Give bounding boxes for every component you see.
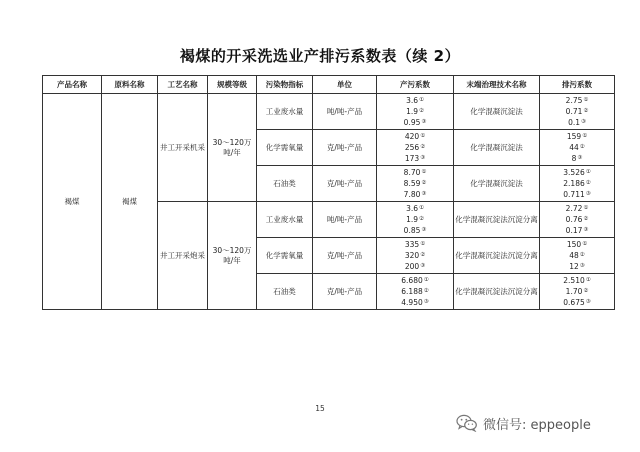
treatment-tech-cell: 化学混凝沉淀法沉淀分离 — [454, 202, 540, 238]
produce-coef-value: 6.188② — [401, 287, 429, 296]
pollutant-cell: 工业废水量 — [257, 202, 313, 238]
produce-coef-cell — [377, 238, 454, 274]
emit-coef-value: 0.17③ — [565, 226, 589, 235]
treatment-tech-cell: 化学混凝沉淀法沉淀分离 — [454, 238, 540, 274]
emit-coef-value: 0.76② — [565, 215, 589, 224]
unit-cell: 吨/吨-产品 — [313, 94, 377, 130]
produce-coef-value: 256② — [404, 143, 426, 152]
emit-coef-value: 44② — [569, 143, 585, 152]
produce-coef-cell — [377, 166, 454, 202]
treatment-tech-cell: 化学混凝沉淀法 — [454, 94, 540, 130]
produce-coef-value: 0.85③ — [403, 226, 427, 235]
produce-coef-value: 200③ — [404, 262, 426, 271]
emit-coef-cell — [540, 94, 615, 130]
treatment-tech-cell: 化学混凝沉淀法 — [454, 166, 540, 202]
material-name-cell: 褐煤 — [102, 94, 158, 310]
header-scale: 规模等级 — [208, 76, 257, 94]
produce-coef-value: 173③ — [404, 154, 426, 163]
header-product: 产品名称 — [43, 76, 102, 94]
header-process: 工艺名称 — [158, 76, 208, 94]
watermark — [456, 413, 591, 433]
unit-cell: 克/吨-产品 — [313, 130, 377, 166]
wechat-icon — [456, 414, 478, 432]
emit-coef-cell — [540, 274, 615, 310]
produce-coef-value: 420① — [404, 132, 426, 141]
header-pollutant: 污染物指标 — [257, 76, 313, 94]
header-material: 原料名称 — [102, 76, 158, 94]
page-number: 15 — [315, 404, 325, 413]
produce-coef-value: 335① — [404, 240, 426, 249]
scale-level-cell: 30～120万吨/年 — [208, 202, 257, 310]
emit-coef-value: 8③ — [571, 154, 583, 163]
emit-coef-value: 0.1③ — [568, 118, 586, 127]
produce-coef-value: 1.9② — [406, 107, 424, 116]
treatment-tech-cell: 化学混凝沉淀法 — [454, 130, 540, 166]
emit-coef-value: 159① — [566, 132, 588, 141]
produce-coef-value: 8.70① — [403, 168, 427, 177]
emit-coef-value: 0.71② — [565, 107, 589, 116]
header-treatment-tech: 末端治理技术名称 — [454, 76, 540, 94]
pollutant-cell: 化学需氧量 — [257, 130, 313, 166]
emit-coef-value: 1.70② — [565, 287, 589, 296]
produce-coef-cell — [377, 202, 454, 238]
produce-coef-cell — [377, 274, 454, 310]
table-row — [43, 94, 615, 130]
scale-level-cell: 30～120万吨/年 — [208, 94, 257, 202]
unit-cell: 克/吨-产品 — [313, 166, 377, 202]
produce-coef-cell — [377, 130, 454, 166]
emit-coef-value: 12③ — [569, 262, 585, 271]
header-row — [43, 76, 615, 94]
emit-coef-value: 48② — [569, 251, 585, 260]
emit-coef-value: 3.526① — [563, 168, 591, 177]
produce-coef-value: 3.6① — [406, 96, 424, 105]
emit-coef-value: 2.75① — [565, 96, 589, 105]
unit-cell: 吨/吨-产品 — [313, 202, 377, 238]
treatment-tech-cell: 化学混凝沉淀法沉淀分离 — [454, 274, 540, 310]
produce-coef-value: 7.80③ — [403, 190, 427, 199]
produce-coef-value: 8.59② — [403, 179, 427, 188]
emit-coef-value: 2.186② — [563, 179, 591, 188]
pollutant-cell: 化学需氧量 — [257, 238, 313, 274]
header-unit: 单位 — [313, 76, 377, 94]
produce-coef-value: 3.6① — [406, 204, 424, 213]
produce-coef-cell — [377, 94, 454, 130]
emit-coef-cell — [540, 238, 615, 274]
produce-coef-value: 6.680① — [401, 276, 429, 285]
produce-coef-value: 0.95③ — [403, 118, 427, 127]
process-name-cell: 井工开采炮采 — [158, 202, 208, 310]
emit-coef-value: 2.510① — [563, 276, 591, 285]
product-name-cell: 褐煤 — [43, 94, 102, 310]
coefficient-table — [42, 75, 615, 310]
unit-cell: 克/吨-产品 — [313, 274, 377, 310]
emit-coef-cell — [540, 130, 615, 166]
emit-coef-value: 0.675③ — [563, 298, 591, 307]
produce-coef-value: 4.950③ — [401, 298, 429, 307]
watermark-text: 微信号: eppeople — [483, 417, 591, 433]
header-produce-coef: 产污系数 — [377, 76, 454, 94]
page-title: 褐煤的开采洗选业产排污系数表（续 2） — [179, 47, 461, 65]
pollutant-cell: 石油类 — [257, 274, 313, 310]
pollutant-cell: 石油类 — [257, 166, 313, 202]
emit-coef-value: 150① — [566, 240, 588, 249]
pollutant-cell: 工业废水量 — [257, 94, 313, 130]
header-emit-coef: 排污系数 — [540, 76, 615, 94]
produce-coef-value: 1.9② — [406, 215, 424, 224]
produce-coef-value: 320② — [404, 251, 426, 260]
unit-cell: 克/吨-产品 — [313, 238, 377, 274]
process-name-cell: 井工开采机采 — [158, 94, 208, 202]
emit-coef-value: 2.72① — [565, 204, 589, 213]
emit-coef-value: 0.711③ — [563, 190, 591, 199]
emit-coef-cell — [540, 202, 615, 238]
emit-coef-cell — [540, 166, 615, 202]
